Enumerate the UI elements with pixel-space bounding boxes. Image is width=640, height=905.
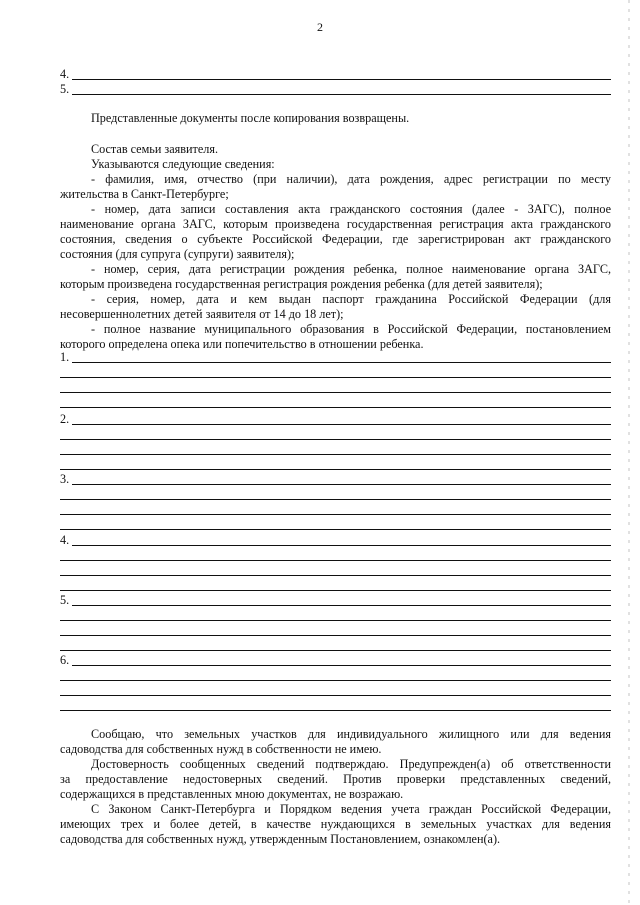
member-1-label: 1.: [60, 350, 70, 364]
statement-line: Сообщаю, что земельных участков для индивидуального жилищного или для ведения: [91, 727, 611, 741]
info-line: которого определена опека или попечительство в отношении ребенка.: [60, 337, 424, 351]
member-3-label: 3.: [60, 472, 70, 486]
info-line: которым произведена государственная регистрация рождения ребенка (для детей заявителя);: [60, 277, 543, 291]
member-5-line[interactable]: [60, 620, 611, 621]
member-1-line[interactable]: [60, 392, 611, 393]
member-4-line[interactable]: [60, 560, 611, 561]
member-4-line[interactable]: [60, 575, 611, 576]
member-2-label: 2.: [60, 412, 70, 426]
member-3-line[interactable]: [60, 499, 611, 500]
member-1-line[interactable]: [60, 377, 611, 378]
member-1-line[interactable]: [60, 407, 611, 408]
member-6-line[interactable]: [72, 665, 611, 666]
info-line: состояния (для супруга (супруги) заявителя);: [60, 247, 295, 261]
member-3-line[interactable]: [72, 484, 611, 485]
member-2-line[interactable]: [60, 469, 611, 470]
member-5-label: 5.: [60, 593, 70, 607]
member-5-line[interactable]: [72, 605, 611, 606]
info-line: - номер, дата записи составления акта гражданского состояния (далее - ЗАГС), полное: [91, 202, 611, 216]
statement-line: за предоставление недостоверных сведений. Против проверки представленных сведений,: [60, 772, 611, 786]
info-line: - номер, серия, дата регистрации рождения ребенка, полное наименование органа ЗАГС,: [91, 262, 611, 276]
item-5-line[interactable]: [72, 94, 611, 95]
scan-edge: [628, 0, 630, 905]
info-line: жительства в Санкт-Петербурге;: [60, 187, 229, 201]
info-line: - фамилия, имя, отчество (при наличии), дата рождения, адрес регистрации по месту: [91, 172, 611, 186]
returned-note: Представленные документы после копирования возвращены.: [91, 111, 410, 125]
member-4-line[interactable]: [72, 545, 611, 546]
member-4-line[interactable]: [60, 590, 611, 591]
member-3-line[interactable]: [60, 514, 611, 515]
member-5-line[interactable]: [60, 650, 611, 651]
member-6-label: 6.: [60, 653, 70, 667]
info-intro: Указываются следующие сведения:: [91, 157, 275, 171]
statement-line: С Законом Санкт-Петербурга и Порядком ведения учета граждан Российской Федерации,: [91, 802, 611, 816]
statement-line: садоводства для собственных нужд, утвержденным Постановлением, ознакомлен(а).: [60, 832, 501, 846]
member-2-line[interactable]: [72, 424, 611, 425]
item-5-label: 5.: [60, 82, 70, 96]
member-6-line[interactable]: [60, 695, 611, 696]
statement-line: Достоверность сообщенных сведений подтверждаю. Предупрежден(а) об ответственности: [91, 757, 611, 771]
family-heading: Состав семьи заявителя.: [91, 142, 219, 156]
member-6-line[interactable]: [60, 710, 611, 711]
statement-line: имеющих трех и более детей, в качестве нуждающихся в земельных участках для ведения: [60, 817, 611, 831]
member-1-line[interactable]: [72, 362, 611, 363]
member-2-line[interactable]: [60, 454, 611, 455]
member-5-line[interactable]: [60, 635, 611, 636]
member-2-line[interactable]: [60, 439, 611, 440]
info-line: состояния, сведения о субъекте Российской Федерации, где зарегистрирован акт гражданского: [60, 232, 611, 246]
member-6-line[interactable]: [60, 680, 611, 681]
page-number: 2: [317, 20, 323, 34]
statement-line: садоводства для собственных нужд в собственности не имею.: [60, 742, 382, 756]
info-line: - серия, номер, дата и кем выдан паспорт гражданина Российской Федерации (для: [91, 292, 611, 306]
item-4-line[interactable]: [72, 79, 611, 80]
member-4-label: 4.: [60, 533, 70, 547]
member-3-line[interactable]: [60, 529, 611, 530]
item-4-label: 4.: [60, 67, 70, 81]
info-line: несовершеннолетних детей заявителя от 14 до 18 лет);: [60, 307, 344, 321]
info-line: наименование органа ЗАГС, которым произведена государственная регистрация акта гражданского: [60, 217, 611, 231]
info-line: - полное название муниципального образования в Российской Федерации, постановлением: [91, 322, 611, 336]
statement-line: содержащихся в представленных мною документах, не возражаю.: [60, 787, 404, 801]
